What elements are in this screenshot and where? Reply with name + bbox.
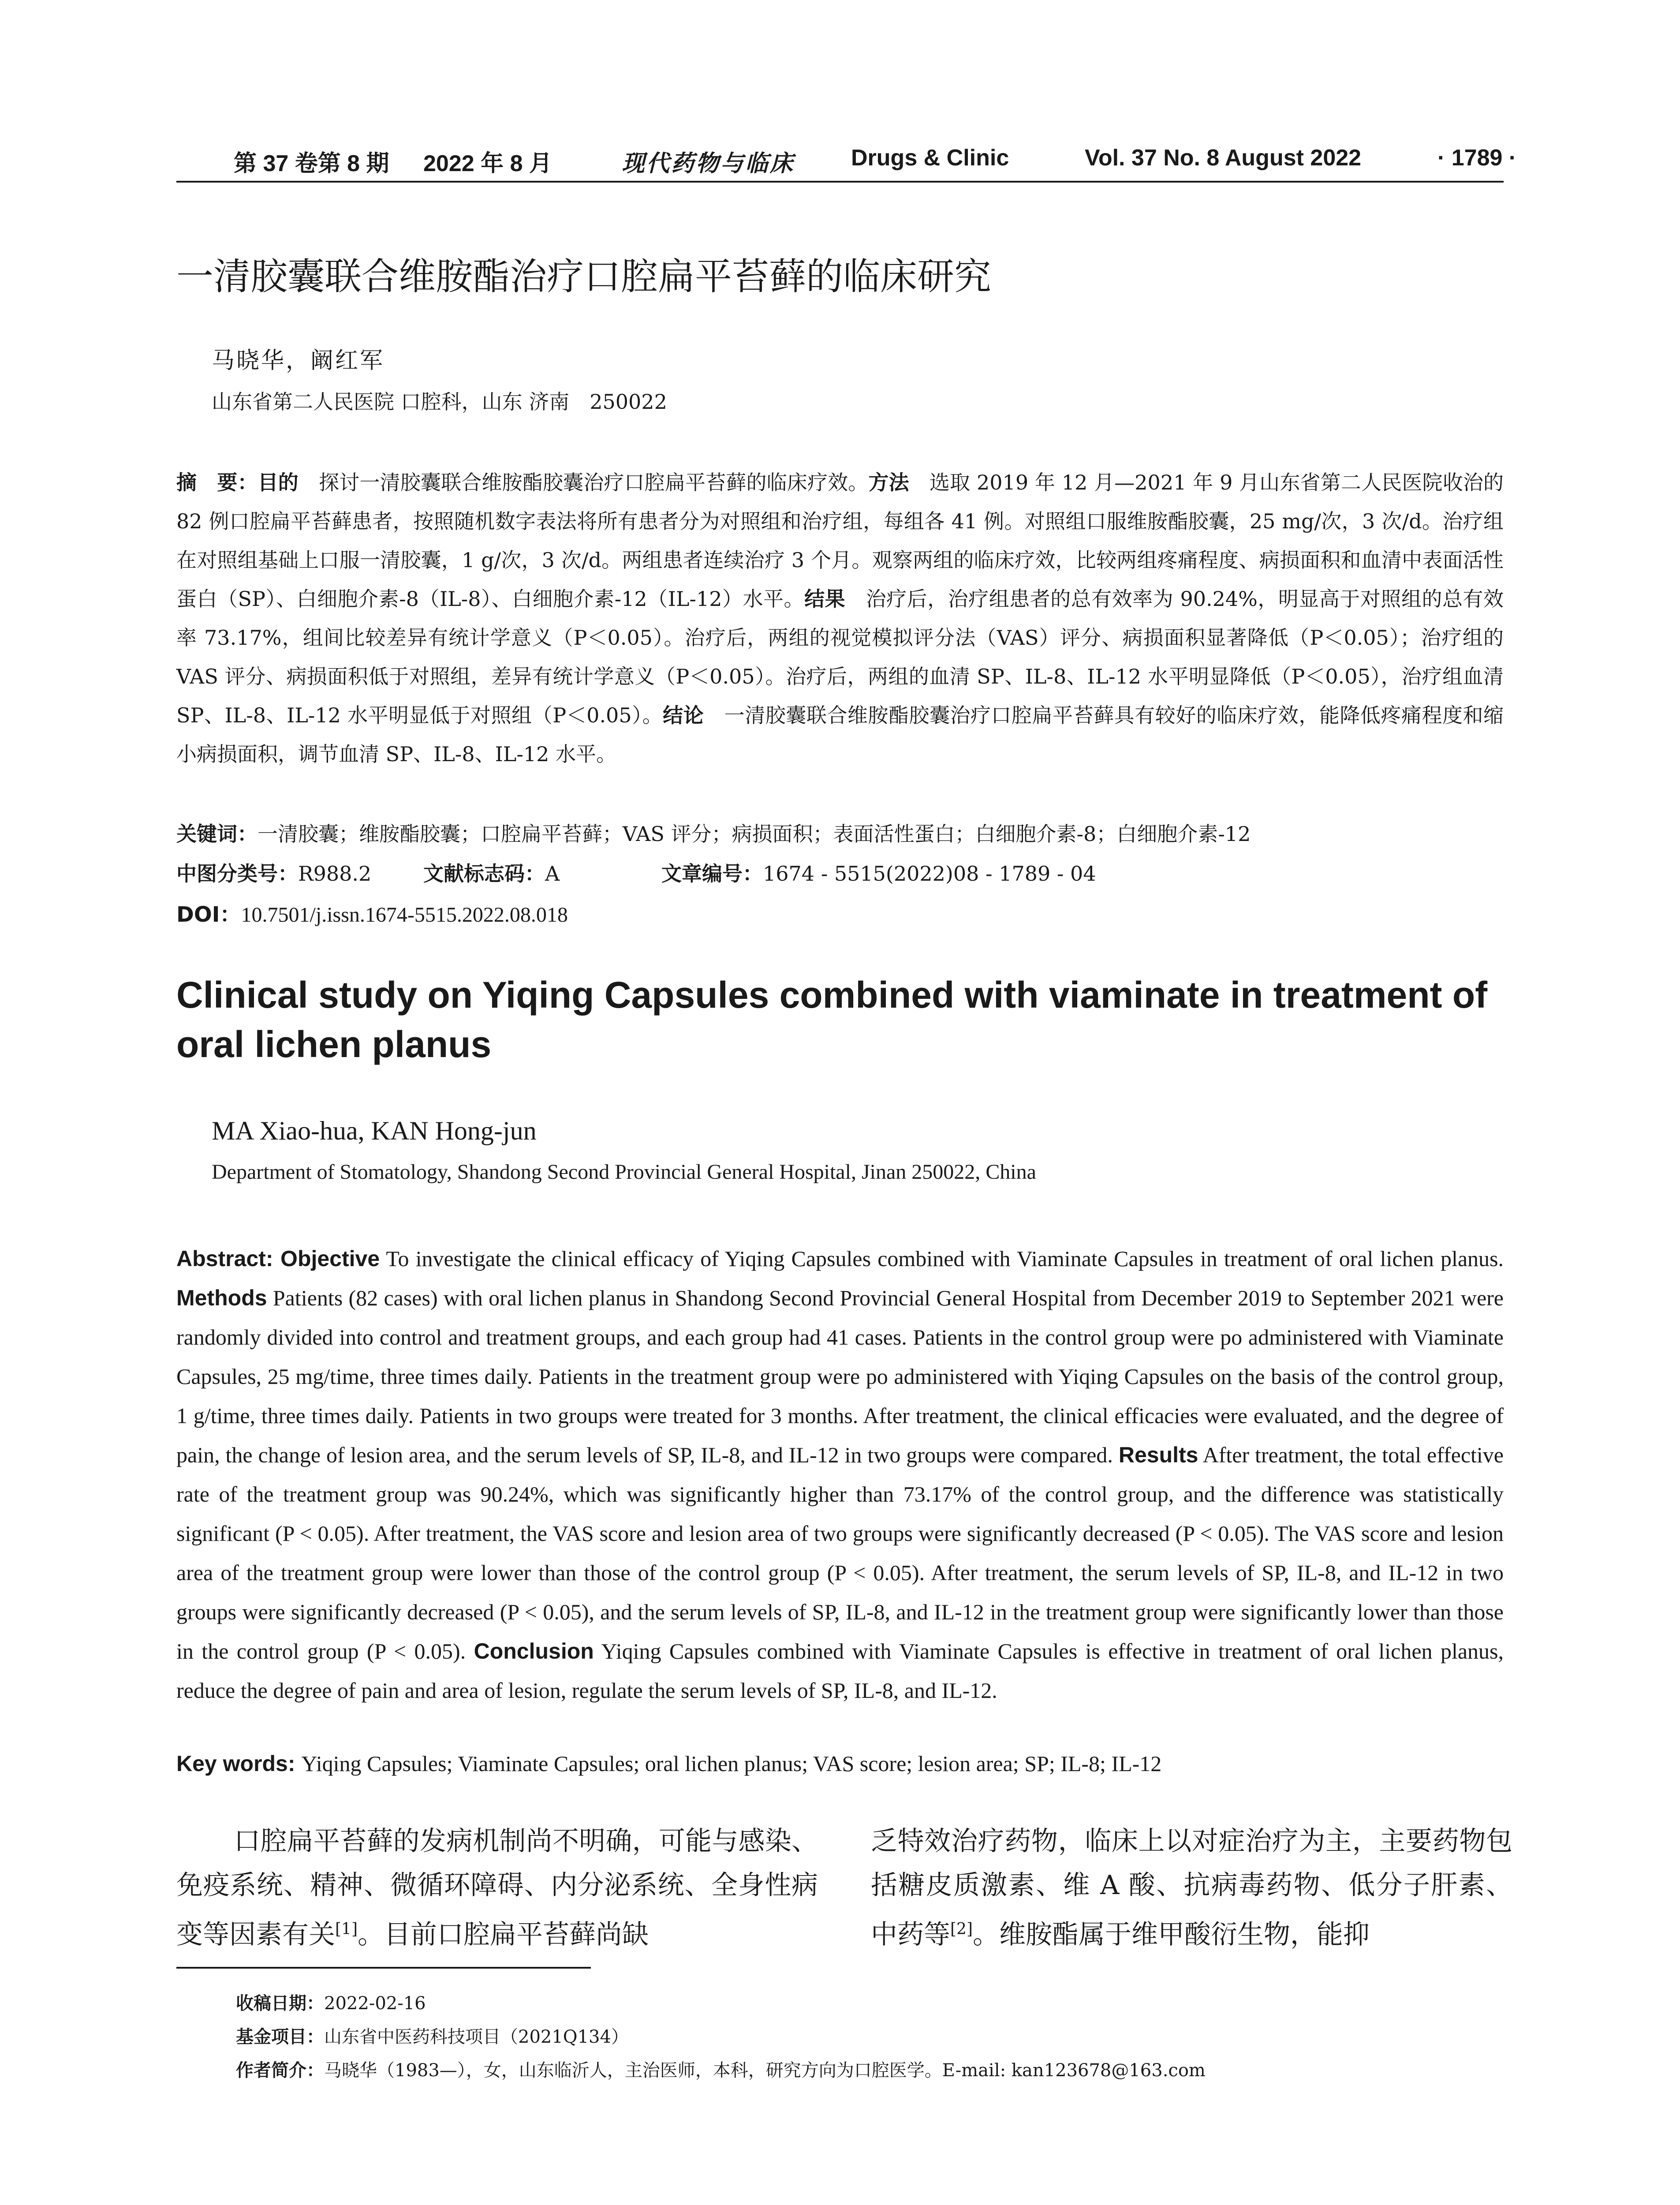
footnote-fund-value: 山东省中医药科技项目（2021Q134） (324, 2027, 629, 2047)
title-en: Clinical study on Yiqing Capsules combined with viaminate in treatment of oral lichen planus (176, 974, 1488, 1065)
footnote-author-label: 作者简介： (236, 2060, 324, 2081)
citation-ref-1[interactable]: [1] (335, 1920, 358, 1938)
abstract-en-results: After treatment, the total effective rate of the treatment group was 90.24%, which was significantly higher than 73.17% of the control group, and the difference was statistically significant (P < 0.05). After treatment, the VAS score and lesion area of two groups were significantly decreased (P < 0.05). The VAS score and lesion area of the treatment group were lower than those of the control group (P < 0.05). After treatment, the serum levels of SP, IL-8, and IL-12 in two groups were significantly decreased (P < 0.05), and the serum levels of SP, IL-8, and IL-12 in the treatment group were significantly lower than those in the control group (P < 0.05). (176, 1443, 1504, 1663)
footnote-received (236, 1987, 1504, 2020)
header-volume-en: Vol. 37 No. 8 August 2022 (1085, 145, 1362, 171)
abstract-cn-results-label: 结果 (804, 587, 846, 611)
body-left-text: 口腔扁平苔藓的发病机制尚不明确，可能与感染、免疫系统、精神、微循环障碍、内分泌系统、全身性病变等因素有关 (176, 1826, 818, 1950)
article-number-value: 1674 - 5515(2022)08 - 1789 - 04 (763, 862, 1096, 886)
title-cn: 一清胶囊联合维胺酯治疗口腔扁平苔藓的临床研究 (176, 255, 992, 298)
abstract-cn-results: 治疗后，治疗组患者的总有效率为 90.24%，明显高于对照组的总有效率 73.17%，组间比较差异有统计学意义（P＜0.05）。治疗后，两组的视觉模拟评分法（VAS）评分、病损面积显著降低（P＜0.05）；治疗组的 VAS 评分、病损面积低于对照组，差异有统计学意义（P＜0.05）。治疗后，两组的血清 SP、IL-8、IL-12 水平明显降低（P＜0.05），治疗组血清 SP、IL-8、IL-12 水平明显低于对照组（P＜0.05）。 (176, 587, 1504, 727)
body-right-text: 乏特效治疗药物，临床上以对症治疗为主，主要药物包括糖皮质激素、维 A 酸、抗病毒药物、低分子肝素、中药等 (871, 1826, 1512, 1950)
abstract-en-objective: To investigate the clinical efficacy of Yiqing Capsules combined with Viaminate Capsules in treatment of oral lichen planus. (380, 1246, 1504, 1271)
abstract-en-objective-label: Objective (280, 1246, 380, 1271)
abstract-cn-objective: 探讨一清胶囊联合维胺酯胶囊治疗口腔扁平苔藓的临床疗效。 (298, 471, 869, 494)
article-number-label: 文章编号： (661, 862, 763, 886)
body-column-left (176, 1819, 818, 1957)
abstract-en-results-label: Results (1118, 1443, 1198, 1467)
abstract-cn-label: 摘 要： (176, 471, 258, 494)
abstract-cn-conclusion-label: 结论 (663, 703, 704, 727)
keywords-en-label: Key words: (176, 1751, 302, 1776)
abstract-cn-conclusion: 一清胶囊联合维胺酯胶囊治疗口腔扁平苔藓具有较好的临床疗效，能降低疼痛程度和缩小病损面积，调节血清 SP、IL-8、IL-12 水平。 (176, 703, 1504, 766)
keywords-cn-value: 一清胶囊；维胺酯胶囊；口腔扁平苔藓；VAS 评分；病损面积；表面活性蛋白；白细胞介素-8；白细胞介素-12 (258, 822, 1251, 846)
header-volume: 第 37 卷第 8 期 (234, 151, 389, 176)
doi-label: DOI： (176, 902, 241, 927)
keywords-cn-label: 关键词： (176, 822, 258, 846)
clc-label: 中图分类号： (176, 862, 298, 886)
abstract-cn-methods-label: 方法 (868, 471, 909, 494)
abstract-en-conclusion-label: Conclusion (474, 1639, 594, 1663)
citation-ref-2[interactable]: [2] (950, 1920, 973, 1938)
doc-code-label: 文献标志码： (423, 862, 545, 886)
footnote-fund-label: 基金项目： (236, 2027, 324, 2047)
abstract-en-conclusion: Yiqing Capsules combined with Viaminate Capsules is effective in treatment of oral lichen planus, reduce the degree of pain and area of lesion, regulate the serum levels of SP, IL-8, and IL-12. (176, 1639, 1504, 1703)
footnote-author-value: 马晓华（1983—），女，山东临沂人，主治医师，本科，研究方向为口腔医学。E-mail: kan123678@163.com (324, 2060, 1206, 2081)
doi-value: 10.7501/j.issn.1674-5515.2022.08.018 (241, 903, 568, 927)
doi-line (176, 897, 1504, 928)
keywords-en-value: Yiqing Capsules; Viaminate Capsules; oral lichen planus; VAS score; lesion area; SP; IL-8; IL-12 (301, 1751, 1162, 1776)
classification-line (176, 858, 1504, 887)
authors-en: MA Xiao-hua, KAN Hong-jun (212, 1116, 537, 1145)
footnote-divider (176, 1967, 591, 1969)
footnote-received-label: 收稿日期： (236, 1993, 324, 2014)
abstract-cn-methods: 选取 2019 年 12 月—2021 年 9 月山东省第二人民医院收治的 82 例口腔扁平苔藓患者，按照随机数字表法将所有患者分为对照组和治疗组，每组各 41 例。对照组口服维胺酯胶囊，25 mg/次，3 次/d。治疗组在对照组基础上口服一清胶囊，1 g/次，3 次/d。两组患者连续治疗 3 个月。观察两组的临床疗效，比较两组疼痛程度、病损面积和血清中表面活性蛋白（SP）、白细胞介素-8（IL-8）、白细胞介素-12（IL-12）水平。 (176, 471, 1504, 611)
header-journal-en: Drugs & Clinic (851, 145, 1009, 171)
abstract-en-methods: Patients (82 cases) with oral lichen planus in Shandong Second Provincial General Hospital from December 2019 to September 2021 were randomly divided into control and treatment groups, and each group had 41 cases. Patients in the control group were po administered with Viaminate Capsules, 25 mg/time, three times daily. Patients in the treatment group were po administered with Yiqing Capsules on the basis of the control group, 1 g/time, three times daily. Patients in two groups were treated for 3 months. After treatment, the clinical efficacies were evaluated, and the degree of pain, the change of lesion area, and the serum levels of SP, IL-8, and IL-12 in two groups were compared. (176, 1286, 1504, 1467)
header-journal-cn: 现代药物与临床 (622, 151, 795, 176)
footnotes (236, 1987, 1504, 2087)
body-left-text-cont: 。目前口腔扁平苔藓尚缺 (358, 1919, 649, 1950)
header-page-number: · 1789 · (1437, 145, 1517, 171)
body-right-text-cont: 。维胺酯属于维甲酸衍生物，能抑 (973, 1919, 1370, 1950)
clc-value: R988.2 (298, 862, 372, 886)
header-date: 2022 年 8 月 (423, 151, 552, 176)
abstract-cn-objective-label: 目的 (258, 471, 299, 494)
affiliation-cn: 山东省第二人民医院 口腔科，山东 济南 250022 (212, 390, 667, 414)
running-header (176, 132, 1517, 183)
keywords-cn (176, 818, 1504, 847)
keywords-en (176, 1751, 1504, 1776)
abstract-en (176, 1239, 1504, 1710)
abstract-en-label: Abstract: (176, 1246, 281, 1271)
body-column-right (871, 1819, 1512, 1957)
affiliation-en: Department of Stomatology, Shandong Second Provincial General Hospital, Jinan 250022, China (212, 1160, 1036, 1184)
footnote-fund (236, 2020, 1504, 2054)
authors-cn: 马晓华，阚红军 (212, 348, 385, 374)
footnote-received-value: 2022-02-16 (324, 1993, 426, 2014)
doc-code-value: A (545, 862, 560, 886)
abstract-cn (176, 463, 1504, 774)
abstract-en-methods-label: Methods (176, 1286, 267, 1310)
footnote-author (236, 2054, 1504, 2087)
